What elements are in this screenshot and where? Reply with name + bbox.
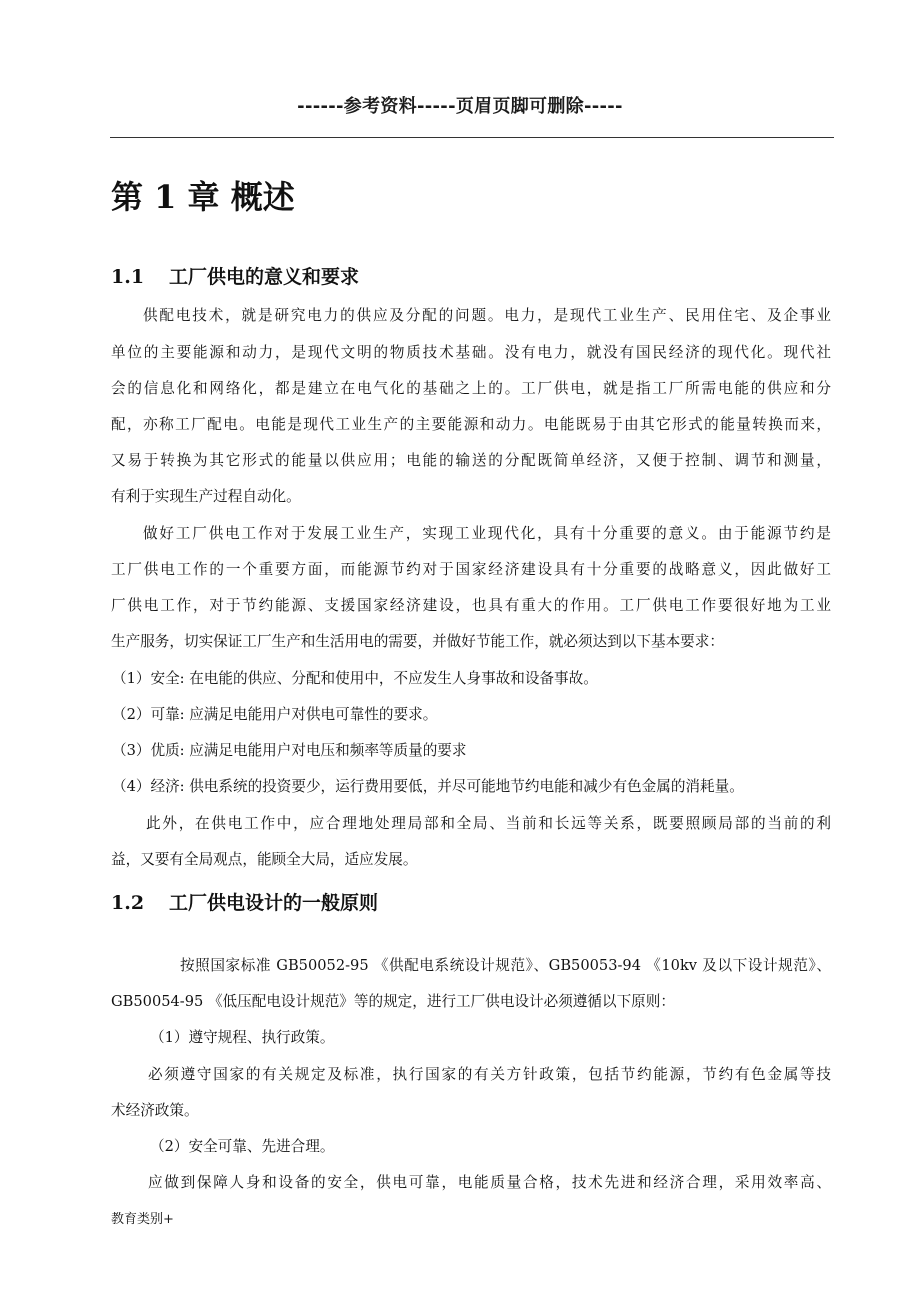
section-title: 工厂供电的意义和要求	[169, 266, 360, 288]
page-header: ------参考资料-----页眉页脚可删除-----	[297, 96, 623, 117]
paragraph-line: 应做到保障人身和设备的安全，供电可靠，电能质量合格，技术先进和经济合理，采用效率高、	[148, 1174, 831, 1191]
chapter-title: 第 1 章 概述	[111, 178, 295, 216]
paragraph-line: 按照国家标准 GB50052-95 《供配电系统设计规范》、GB50053-94 《10kv 及以下设计规范》、	[180, 957, 831, 974]
paragraph-line: 术经济政策。	[111, 1102, 199, 1119]
requirement-item: （1）安全: 在电能的供应、分配和使用中，不应发生人身事故和设备事故。	[112, 670, 598, 687]
paragraph-line: 生产服务，切实保证工厂生产和生活用电的需要，并做好节能工作，就必须达到以下基本要求：	[111, 633, 724, 650]
section-heading-1-1	[111, 262, 359, 289]
section-number: 1.2	[111, 892, 145, 914]
section-heading-1-2	[111, 888, 378, 915]
paragraph-line: 配，亦称工厂配电。电能是现代工业生产的主要能源和动力。电能既易于由其它形式的能量转换而来，	[111, 416, 831, 433]
paragraph-line: 必须遵守国家的有关规定及标准，执行国家的有关方针政策，包括节约能源，节约有色金属等技	[148, 1066, 831, 1083]
requirement-item: （4）经济: 供电系统的投资要少，运行费用要低，并尽可能地节约电能和减少有色金属的消耗量。	[112, 778, 744, 795]
paragraph-line: 有利于实现生产过程自动化。	[111, 488, 301, 505]
principle-item: （2）安全可靠、先进合理。	[150, 1138, 335, 1155]
paragraph-line: 会的信息化和网络化，都是建立在电气化的基础之上的。工厂供电，就是指工厂所需电能的供应和分	[111, 380, 831, 397]
paragraph-line: 工厂供电工作的一个重要方面，而能源节约对于国家经济建设具有十分重要的战略意义，因此做好工	[111, 561, 831, 578]
paragraph-line: 做好工厂供电工作对于发展工业生产，实现工业现代化，具有十分重要的意义。由于能源节约是	[143, 525, 831, 542]
page-footer: 教育类别+	[111, 1212, 174, 1227]
principle-item: （1）遵守规程、执行政策。	[150, 1029, 335, 1046]
paragraph-line: 供配电技术，就是研究电力的供应及分配的问题。电力，是现代工业生产、民用住宅、及企事业	[143, 307, 831, 324]
paragraph-line: GB50054-95 《低压配电设计规范》等的规定，进行工厂供电设计必须遵循以下原则：	[111, 993, 675, 1010]
paragraph-line: 又易于转换为其它形式的能量以供应用；电能的输送的分配既简单经济，又便于控制、调节和测量，	[111, 452, 831, 469]
requirement-item: （3）优质: 应满足电能用户对电压和频率等质量的要求	[112, 742, 467, 759]
header-divider	[110, 137, 834, 138]
paragraph-line: 此外，在供电工作中，应合理地处理局部和全局、当前和长远等关系，既要照顾局部的当前的利	[146, 815, 831, 832]
requirement-item: （2）可靠: 应满足电能用户对供电可靠性的要求。	[112, 706, 438, 723]
section-number: 1.1	[111, 266, 145, 288]
paragraph-line: 益，又要有全局观点，能顾全大局，适应发展。	[111, 851, 418, 868]
section-title: 工厂供电设计的一般原则	[169, 892, 379, 914]
paragraph-line: 单位的主要能源和动力，是现代文明的物质技术基础。没有电力，就没有国民经济的现代化。现代社	[111, 344, 831, 361]
paragraph-line: 厂供电工作，对于节约能源、支援国家经济建设，也具有重大的作用。工厂供电工作要很好地为工业	[111, 597, 831, 614]
